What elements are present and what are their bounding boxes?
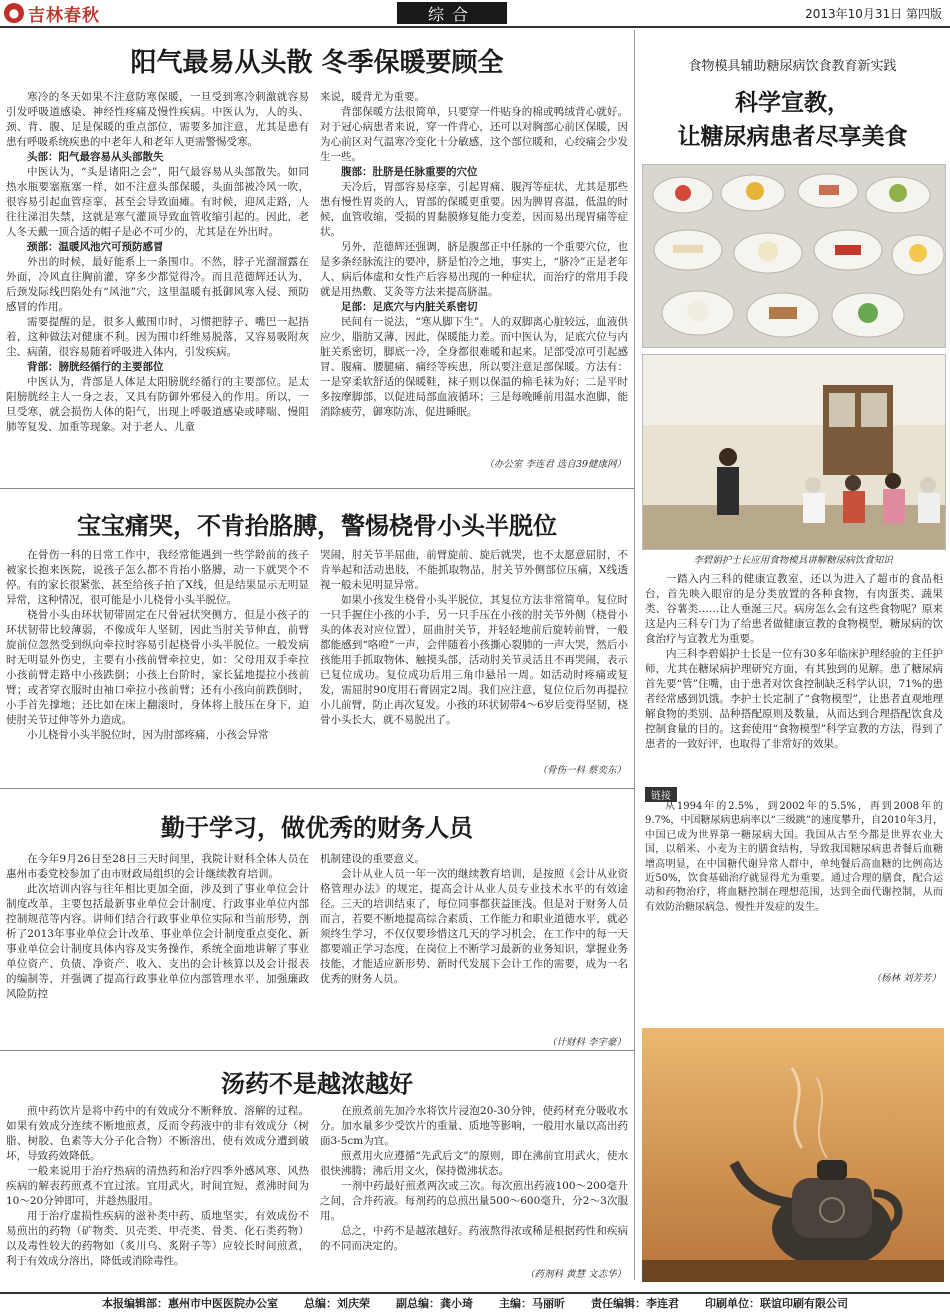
article-col: [6, 852, 309, 1042]
paragraph: 机制建设的重要意义。: [320, 853, 425, 865]
footer-credit: [396, 1295, 473, 1311]
paragraph: 民间有一说法，“寒从脚下生”。人的双脚离心脏较远，血液供应少，脂肪又薄，因此，保暖能力差。而中医认为，足底穴位与内脏关系密切，脚底一冷，全身都很难暖和起来。足部受凉可引起感冒、腹痛、腰腿痛、痛经等疾患，所以要注意足部保暖。方法有：一是穿柔软舒适的保暖鞋，袜子则以保温的棉毛袜为好；二是平时多按摩脚部，以促进局部血液循环；三是每晚睡前用温水泡脚，能消除疲劳，御寒防冻，促进睡眠。: [320, 316, 628, 418]
footer-credit: [102, 1295, 278, 1311]
paragraph: 在骨伤一科的日常工作中，我经常能遇到一些学龄前的孩子被家长抱来医院，说孩子怎么都不肯抬小胳膊，动一下就哭个不停。有的家长很紧张，甚至给孩子拍了X线，但是结果显示无明显异常，这种情况，很可能是小儿桡骨小头半脱位。: [6, 549, 309, 606]
paragraph: 煎中药饮片是将中药中的有效成分不断释放、溶解的过程。如果有效成分连续不断地煎煮，反而令药液中的非有效成分（树脂、树胶、色素等大分子化合物）不断溶出，使有效成分遭到破坏，导致药效降低。: [6, 1105, 309, 1162]
article-col: [320, 852, 628, 1030]
paragraph: 总之，中药不是越浓越好。药液熬得浓或稀是根据药性和疾病的不同而决定的。: [320, 1225, 628, 1252]
section-rule: [0, 488, 634, 489]
footer-credit-value: 马丽昕: [532, 1297, 565, 1310]
issue-date: 2013年10月31日: [805, 7, 903, 21]
footer-credit: [304, 1295, 370, 1311]
paragraph: 如果小孩发生桡骨小头半脱位，其复位方法非常简单。复位时一只手握住小孩的小手，另一只手压在小孩的肘关节外侧（桡骨小头的体表对应位置），屈曲肘关节，并轻轻地前后旋转前臂，一般都能感到“咯噔”一声，会伴随着小孩撕心裂肺的一声大哭，然后小孩能用手抓取物体、触摸头部，活动肘关节灵活且不再哭闹，表示已复位成功。复位成功后用三角巾悬吊一周。如活动时疼痛或复发，需屈肘90度用石膏固定2周。我们应注意，复位位后勿再提拉小儿前臂，防止再次复发。小孩的环状韧带4～6岁后变得坚韧，桡骨小头长大，就不易脱出了。: [320, 594, 628, 726]
paragraph: 在煎煮前先加冷水将饮片浸泡20-30分钟，使药材充分吸收水分。加水量多少受饮片的重量、质地等影响，一般用水量以高出药面3-5cm为宜。: [320, 1105, 628, 1147]
footer-credits: [0, 1292, 950, 1312]
section-tag: 综合: [397, 2, 507, 24]
paragraph: 中医认为，“头是诸阳之会”，阳气最容易从头部散失。如同热水瓶要塞瓶塞一样，如不注意头部保暖，头面部被冷风一吹，很容易引起血管痉挛，甚至会导致面瘫。有时候，迎风走路，人往往涕泪失禁，这就是寒气灌顶导致血管收缩引起的。因此，老人冬天戴一顶合适的帽子是必不可少的，尤其是在外出时。: [6, 166, 309, 238]
article-title: 勤于学习，做优秀的财务人员: [161, 813, 473, 842]
subheading: 足部：足底穴与内脏关系密切: [341, 301, 478, 313]
paragraph: 内三科李碧娟护士长是一位有30多年临床护理经验的主任护师，尤其在糖尿病护理研究方面，有其独到的见解。患了糖尿病首先要“管”住嘴，由于患者对饮食控制缺乏科学认识，71%的患者经常感到饥饿。李护士长定制了“食物模型”，让患者直观地理解食物的类别、品种搭配原则及数量，从而达到合理搭配饮食及控制食量的目的。这套使用“食物模型”科学宣教的方法，得到了患者的一致好评，也取得了非常好的效果。: [645, 648, 943, 750]
paragraph: 小儿桡骨小头半脱位时，因为肘部疼痛，小孩会异常: [27, 729, 269, 741]
paragraph: 在今年9月26日至28日三天时间里，我院计财科全体人员在惠州市委党校参加了由市财政局组织的会计继续教育培训。: [6, 853, 309, 880]
paragraph: 另外，范德辉还强调，脐是腹部正中任脉的一个重要穴位，也是多条经脉流注的要冲，脐是怕冷之地，事实上，“脐冷”正是老年人、病后体虚和女性产后容易出现的一种症状，而治疗的常用手段就是用热敷、艾灸等方法来提高脐温。: [320, 241, 628, 298]
paragraph: 一般来说用于治疗热病的清热药和治疗四季外感风寒、风热疾病的解表药煎煮不宜过浓。宜用武火，时间宜短，煮沸时间为10～20分钟即可，并趁热服用。: [6, 1165, 309, 1207]
paragraph: 煎煮用火应遵循“先武后文”的原则，即在沸前宜用武火，使水很快沸腾；沸后用文火，保持微沸状态。: [320, 1150, 628, 1177]
article-byline: （计财科 李宇豪）: [546, 1037, 626, 1048]
column-divider: [634, 30, 635, 1280]
footer-credit-label: 责任编辑：: [591, 1297, 646, 1310]
article-col: [6, 548, 309, 778]
footer-credit-label: 印刷单位：: [705, 1297, 760, 1310]
article-col: [320, 90, 628, 452]
subheading: 背部：膀胱经循行的主要部位: [27, 361, 164, 373]
side-title-line1: 科学宣教，: [735, 89, 850, 116]
paragraph: 来说，暖背尤为重要。: [320, 91, 425, 103]
article-col: [320, 548, 628, 758]
subheading: 颈部：温暖风池穴可预防感冒: [27, 241, 164, 253]
paragraph: 会计从业人员一年一次的继续教育培训，是按照《会计从业资格管理办法》的规定，提高会计从业人员专业技术水平的有效途径。三天的培训结束了，每位同事都获益匪浅。但是对于财务人员而言，若要不断地提高综合素质、工作能力和职业道德水平，就必须终生学习，不仅仅要珍惜这几天的学习机会，在工作中的每一天都要端正学习态度，在岗位上不断学习最新的业务知识，掌握业务技能，才能适应新形势、新时代发展下会计工作的需要，成为一名优秀的财务人员。: [320, 868, 628, 985]
logo-emblem-icon: ●: [4, 3, 24, 23]
footer-credit-label: 副总编：: [396, 1297, 440, 1310]
paragraph: 用于治疗虚损性疾病的滋补类中药、质地坚实，有效成份不易煎出的药物（矿物类、贝壳类、甲壳类、骨类、化石类药物）以及毒性较大的药物如（炙川乌、炙附子等）应较长时间煎煮，利于有效成分溶出，降低或消除毒性。: [6, 1210, 309, 1267]
article-byline: （药剂科 黄慧 文志华）: [524, 1269, 626, 1280]
footer-credit-value: 惠州市中医医院办公室: [168, 1297, 278, 1310]
footer-credit: [705, 1295, 848, 1311]
article-title: 宝宝痛哭，不肯抬胳膊，警惕桡骨小头半脱位: [77, 511, 557, 540]
paragraph: 寒冷的冬天如果不注意防寒保暖，一旦受到寒冷刺激就容易引发呼吸道感染、神经性疼痛及慢性疾病。中医认为，人的头、颈、背、腹、足是保暖的重点部位，需要多加注意，尤其是患有患有呼吸系统疾患的中老年人和老年人更需警惕受寒。: [6, 91, 309, 148]
article-byline: （办公室 李连君 选自39健康网）: [484, 459, 626, 470]
paragraph: 哭闹，肘关节半屈曲，前臂旋前、旋后就哭，也不太愿意屈肘，不肯举起和活动患肢，不能抓取物品，肘关节外侧部位压痛，X线透视一般未见明显异常。: [320, 549, 628, 591]
paragraph: 需要提醒的是，很多人戴围巾时，习惯把脖子、嘴巴一起捂着，这种做法对健康不利。因为围巾纤维易脱落，又容易吸附灰尘、病菌，很容易随着呼吸进入体内，引发疾病。: [6, 316, 309, 358]
section-rule: [0, 788, 634, 789]
article-col: [6, 1104, 309, 1284]
article-title: 汤药不是越浓越好: [221, 1069, 413, 1098]
paragraph: 天冷后，胃部容易痉挛，引起胃痛、腹泻等症状，尤其是那些患有慢性胃炎的人，胃部的保暖更重要。因为脾胃喜温，低温的时候，血管收缩，受损的胃黏膜修复能力变差，因而易出现胃痛等症状。: [320, 181, 628, 238]
article-col: [320, 1104, 628, 1264]
paragraph: 一踏入内三科的健康宣教室，还以为进入了超市的食品柜台，首先映入眼帘的是分类放置的各种食物，有肉蛋类、蔬果类、谷薯类……让人垂涎三尺。病房怎么会有这些食物呢？原来这是内三科专门为了给患者做健康宣教的食物模型，糖尿病的饮食治疗与宣教尤为重要。: [645, 573, 943, 645]
footer-credit-value: 李连君: [646, 1297, 679, 1310]
paragraph: 一剂中药最好煎煮两次或三次。每次煎出药液100～200毫升之间，合并药液。每剂药的总煎出量500～600毫升，分2～3次服用。: [320, 1180, 628, 1222]
paragraph: 此次培训内容与往年相比更加全面，涉及到了事业单位会计制度改革，主要包括最新事业单位会计制度、行政事业单位内部控制规范等内容。讲师们结合行政事业单位实际和当前形势，剖析了2013年事业单位会计改革、事业单位会计制度重点变化、新事业单位会计制度具体内容及实务操作，系统全面地讲解了事业单位资产、负债、净资产、收入、支出的会计核算以及会计报表的编制等，并强调了提高行政事业单位内部管理水平、加强廉政风险防控: [6, 883, 309, 1000]
link-paragraph: 从1994年的2.5%，到2002年的5.5%，再到2008年的9.7%，中国糖尿病患病率以“三级跳”的速度攀升，自2010年3月，中国已成为世界第一糖尿病大国。我国从古至今都是世界农业大国，以稻米、小麦为主的膳食结构，导致我国糖尿病患者餐后血糖增高明显，在中国糖代谢异常人群中，单纯餐后高血糖的比例高达近50%，饮食基础治疗就显得尤为重要。通过合理的膳食，配合运动和药物治疗，将血糖控制在理想范围，达到全面代谢控制，从而有效防治糖尿病急、慢性并发症的发生。: [645, 801, 943, 913]
footer-credit: [591, 1295, 679, 1311]
side-byline: （杨林 刘芳芳）: [871, 973, 941, 984]
side-kicker: 食物模具辅助糖尿病饮食教育新实践: [688, 59, 897, 74]
lecture-photo-art: [643, 355, 945, 549]
footer-credit-value: 龚小琦: [440, 1297, 473, 1310]
teapot-art: [642, 1028, 944, 1282]
footer-credit-label: 主编：: [499, 1297, 532, 1310]
link-body: [645, 800, 943, 950]
food-models-photo-art: [643, 165, 945, 347]
teapot-photo: [642, 1028, 944, 1282]
footer-credit-label: 本报编辑部：: [102, 1297, 168, 1310]
newspaper-logo: [4, 2, 100, 24]
photo-caption: 李碧娟护士长应用食物模具讲解糖尿病饮食知识: [693, 555, 893, 566]
article-title: 阳气最易从头散 冬季保暖要顾全: [130, 48, 504, 78]
paragraph: 中医认为，背部是人体足太阳膀胱经循行的主要部位。足太阳膀胱经主人一身之表，又具有防御外邪侵入的作用。所以，一旦受寒，就会损伤人体的阳气，出现上呼吸道感染或哮喘、慢阻肺等复发、加重等现象。对于老人、儿童: [6, 376, 309, 433]
section-rule: [0, 1050, 634, 1051]
footer-credit-label: 总编：: [304, 1297, 337, 1310]
paragraph: 外出的时候，最好能系上一条围巾。不然，脖子光溜溜露在外面，冷风直往胸前灌，穿多少都觉得冷。而且范德辉还认为，后颈发际线凹陷处有“风池”穴，这里温暖有抵御风寒入侵、预防感冒的作用。: [6, 256, 309, 313]
paragraph: 桡骨小头由环状韧带固定在尺骨冠状突侧方，但是小孩子的环状韧带比较薄弱，不像成年人坚韧，因此当肘关节伸直，前臂旋前位忽然受到纵向牵拉时容易引起桡骨小头半脱位。一般发病时无明显外伤史，主要有小孩前臂牵拉史，如：父母用双手牵拉小孩前臂走路中小孩跌倒；小孩上台阶时，家长猛地提拉小孩前臂；或者穿衣服时由袖口牵拉小孩前臂；还有小孩向前跌倒时，小手首先撑地；还比如在床上翻滚时，身体将上肢压在身下，迫使肘关节过伸等外力造成。: [6, 609, 309, 726]
article-byline: （骨伤一科 蔡奕东）: [537, 765, 626, 776]
lecture-photo: [642, 354, 946, 550]
paragraph: 背部保暖方法很简单，只要穿一件贴身的棉或鸭绒背心就好。对于冠心病患者来说，穿一件背心，还可以对胸部心前区保暖，因为心前区对气温寒冷变化十分敏感，这个部位暖和，心绞痛会少发生一些。: [320, 106, 628, 163]
footer-credit-value: 联谊印刷有限公司: [760, 1297, 848, 1310]
page-number: 第四版: [905, 7, 942, 21]
food-models-photo: [642, 164, 946, 348]
footer-credit: [499, 1295, 565, 1311]
article-col: [6, 90, 309, 470]
side-title-line2: 让糖尿病患者尽享美食: [677, 123, 908, 150]
link-label: 链接: [645, 787, 677, 802]
logo-text: 吉林春秋: [28, 5, 100, 26]
subheading: 头部：阳气最容易从头部散失: [27, 151, 164, 163]
side-body: [645, 572, 943, 782]
dateline: [805, 5, 942, 22]
footer-credit-value: 刘庆荣: [337, 1297, 370, 1310]
subheading: 腹部：肚脐是任脉重要的穴位: [341, 166, 478, 178]
